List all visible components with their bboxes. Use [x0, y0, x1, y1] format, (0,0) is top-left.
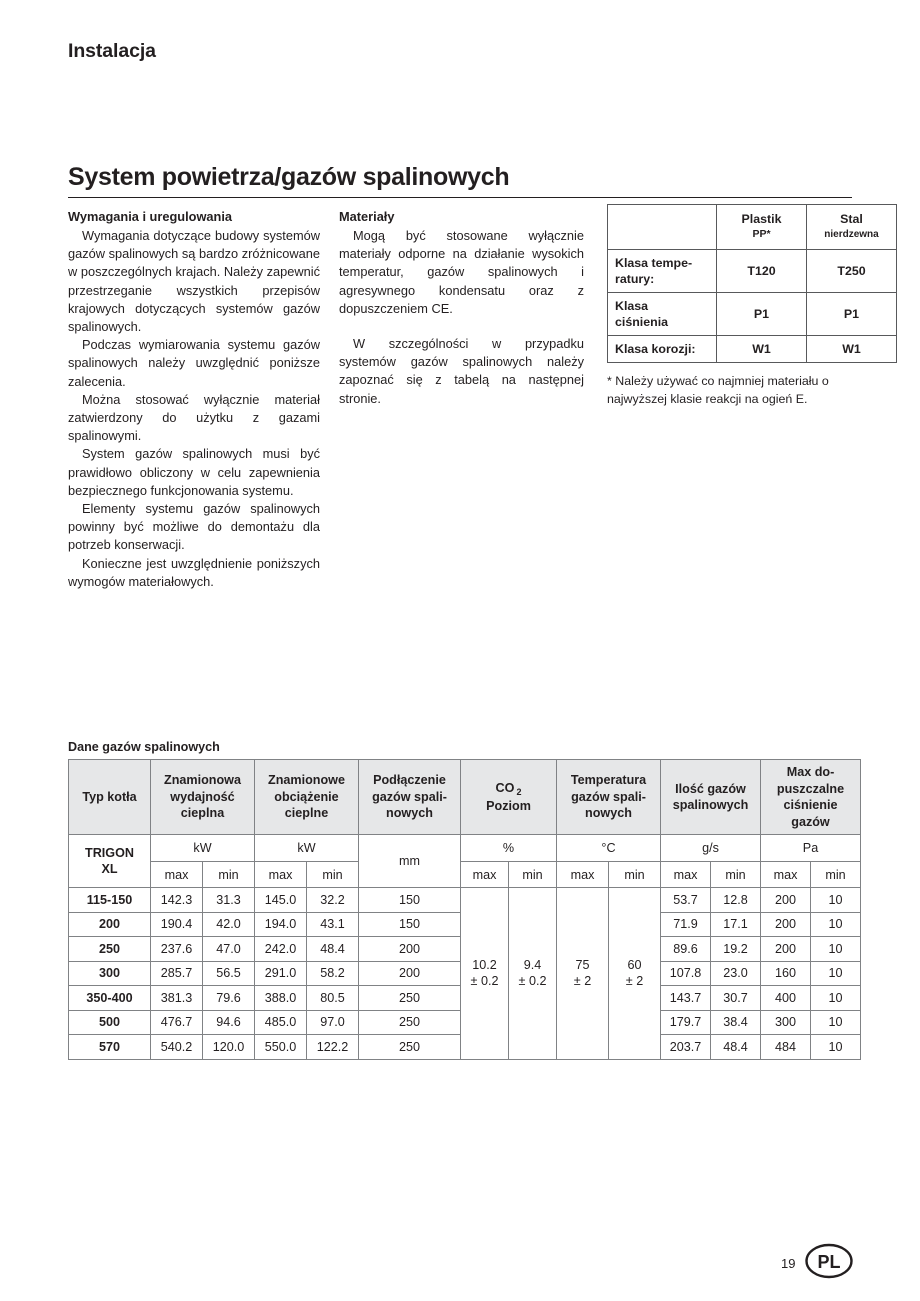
paragraph: Konieczne jest uwzględnienie poniższych wymogów materiałowych. — [68, 555, 320, 589]
minmax-co2-min: min — [509, 862, 557, 888]
cell-pressure-max: 200 — [761, 888, 811, 913]
minmax-output-min: min — [203, 862, 255, 888]
cell-load-max: 388.0 — [255, 986, 307, 1011]
svg-text:PL: PL — [817, 1252, 841, 1272]
cell-output-max: 476.7 — [151, 1010, 203, 1035]
table-header-row — [69, 760, 861, 835]
cell-temp-max — [557, 888, 609, 1060]
cell-flow-min: 19.2 — [711, 937, 761, 962]
label-line-1: Klasa — [615, 299, 649, 313]
cell-load-min: 122.2 — [307, 1035, 359, 1060]
material-table-footnote: * Należy używać co najmniej materiału o najwyższej klasie reakcji na ogień E. — [607, 374, 829, 406]
cell-connection: 250 — [359, 1035, 461, 1060]
cell-boiler-type: 200 — [69, 912, 151, 937]
cell-pressure-min: 10 — [811, 912, 861, 937]
cell-load-max: 550.0 — [255, 1035, 307, 1060]
cell-plastic-temperature: T120 — [717, 250, 807, 293]
cell-load-min: 48.4 — [307, 937, 359, 962]
cell-plastic-pressure: P1 — [717, 293, 807, 336]
paragraph: Wymagania dotyczące budowy systemów gazów spalinowych są bardzo zróżnicowane w poszczególnych krajach. Należy zapewnić przestrzeganie wszystkich przepisów krajowych dotyczących systemów gazów spalinowych. — [68, 228, 320, 335]
table-row — [608, 205, 897, 250]
running-head: Instalacja — [68, 40, 156, 62]
page-number: 19 — [781, 1256, 796, 1271]
cell-pressure-max: 200 — [761, 912, 811, 937]
header-co2-subscript: 2 — [516, 787, 522, 797]
cell-pressure-max: 400 — [761, 986, 811, 1011]
cell-flow-max: 53.7 — [661, 888, 711, 913]
header-co2-text: CO — [495, 781, 515, 795]
minmax-output-max: max — [151, 862, 203, 888]
data-table-caption: Dane gazów spalinowych — [68, 740, 220, 754]
material-header-plastic — [717, 205, 807, 250]
cell-load-max: 485.0 — [255, 1010, 307, 1035]
cell-pressure-max: 160 — [761, 961, 811, 986]
cell-pressure-max: 300 — [761, 1010, 811, 1035]
left-text-column — [68, 208, 320, 591]
paragraph: Podczas wymiarowania systemu gazów spalinowych należy uwzględnić poniższe zalecenia. — [68, 337, 320, 389]
cell-output-max: 190.4 — [151, 912, 203, 937]
cell-connection: 200 — [359, 961, 461, 986]
cell-flow-min: 38.4 — [711, 1010, 761, 1035]
title-divider — [68, 197, 852, 198]
cell-connection: 150 — [359, 912, 461, 937]
cell-flow-min: 23.0 — [711, 961, 761, 986]
country-code-badge — [805, 1243, 853, 1279]
paragraph: System gazów spalinowych musi być prawidłowo obliczony w celu zapewnienia bezpiecznego funkcjonowania systemu. — [68, 446, 320, 498]
cell-output-max: 285.7 — [151, 961, 203, 986]
cell-flow-min: 17.1 — [711, 912, 761, 937]
unit-pressure: Pa — [761, 835, 861, 862]
cell-pressure-max: 484 — [761, 1035, 811, 1060]
co2-max-value: 10.2 — [472, 958, 497, 973]
cell-connection: 250 — [359, 1010, 461, 1035]
cell-load-max: 194.0 — [255, 912, 307, 937]
material-header-steel — [807, 205, 897, 250]
label-line-2: ciśnienia — [615, 315, 669, 329]
cell-connection: 150 — [359, 888, 461, 913]
cell-steel-corrosion: W1 — [807, 336, 897, 363]
middle-text-column — [339, 208, 584, 408]
cell-output-min: 120.0 — [203, 1035, 255, 1060]
cell-pressure-max: 200 — [761, 937, 811, 962]
minmax-load-max: max — [255, 862, 307, 888]
cell-steel-temperature: T250 — [807, 250, 897, 293]
cell-load-max: 291.0 — [255, 961, 307, 986]
temp-max-value: 75 — [575, 958, 590, 973]
minmax-co2-max: max — [461, 862, 509, 888]
unit-co2: % — [461, 835, 557, 862]
material-header-plastic-sub: PP* — [752, 228, 771, 240]
header-co2-line2: Poziom — [486, 798, 531, 813]
paragraph: Można stosować wyłącznie materiał zatwierdzony do użytku z gazami spalinowymi. — [68, 391, 320, 444]
cell-load-min: 32.2 — [307, 888, 359, 913]
cell-output-min: 31.3 — [203, 888, 255, 913]
row-label-pressure-class — [608, 293, 717, 336]
cell-flow-max: 179.7 — [661, 1010, 711, 1035]
label-line-2: ratury: — [615, 272, 655, 286]
header-co2-level — [461, 760, 557, 835]
row-label-corrosion-class: Klasa korozji: — [608, 336, 717, 363]
header-flue-mass-flow: Ilość gazów spalinowych — [661, 760, 761, 835]
cell-pressure-min: 10 — [811, 888, 861, 913]
cell-flow-min: 48.4 — [711, 1035, 761, 1060]
cell-pressure-min: 10 — [811, 937, 861, 962]
cell-output-min: 56.5 — [203, 961, 255, 986]
header-flue-connection: Podłączenie gazów spali-nowych — [359, 760, 461, 835]
material-header-steel-sub: nierdzewna — [824, 229, 879, 240]
cell-output-max: 381.3 — [151, 986, 203, 1011]
unit-heat-load: kW — [255, 835, 359, 862]
cell-flow-min: 30.7 — [711, 986, 761, 1011]
paragraph: Mogą być stosowane wyłącznie materiały odporne na działanie wysokich temperatur, gazów spalinowych i agresywnego kondensatu oraz z dopuszczeniem CE. — [339, 228, 584, 316]
cell-flow-max: 107.8 — [661, 961, 711, 986]
cell-steel-pressure: P1 — [807, 293, 897, 336]
temp-max-tolerance: ± 2 — [573, 974, 592, 989]
middle-column-heading: Materiały — [339, 209, 395, 224]
cell-load-min: 80.5 — [307, 986, 359, 1011]
cell-connection: 250 — [359, 986, 461, 1011]
temp-min-value: 60 — [627, 958, 642, 973]
temp-min-tolerance: ± 2 — [625, 974, 644, 989]
label-line-1: Klasa tempe- — [615, 256, 693, 270]
minmax-load-min: min — [307, 862, 359, 888]
unit-mass-flow: g/s — [661, 835, 761, 862]
cell-pressure-min: 10 — [811, 961, 861, 986]
cell-output-max: 237.6 — [151, 937, 203, 962]
cell-boiler-type: 300 — [69, 961, 151, 986]
cell-co2-min — [509, 888, 557, 1060]
row-label-temperature-class — [608, 250, 717, 293]
cell-temp-min — [609, 888, 661, 1060]
co2-min-value: 9.4 — [523, 958, 542, 973]
minmax-pa-max: max — [761, 862, 811, 888]
left-column-heading: Wymagania i uregulowania — [68, 209, 233, 224]
co2-max-tolerance: ± 0.2 — [470, 974, 499, 989]
cell-pressure-min: 10 — [811, 986, 861, 1011]
cell-load-max: 242.0 — [255, 937, 307, 962]
cell-boiler-type: 250 — [69, 937, 151, 962]
cell-output-min: 79.6 — [203, 986, 255, 1011]
material-class-table — [607, 204, 897, 363]
cell-flow-max: 89.6 — [661, 937, 711, 962]
cell-output-max: 142.3 — [151, 888, 203, 913]
minmax-flow-min: min — [711, 862, 761, 888]
cell-connection: 200 — [359, 937, 461, 962]
header-boiler-type: Typ kotła — [69, 760, 151, 835]
cell-load-min: 43.1 — [307, 912, 359, 937]
unit-heat-output: kW — [151, 835, 255, 862]
cell-output-min: 94.6 — [203, 1010, 255, 1035]
cell-flow-max: 71.9 — [661, 912, 711, 937]
cell-pressure-min: 10 — [811, 1035, 861, 1060]
cell-output-max: 540.2 — [151, 1035, 203, 1060]
unit-connection: mm — [359, 835, 461, 888]
minmax-flow-max: max — [661, 862, 711, 888]
header-nominal-heat-load: Znamionowe obciążenie cieplne — [255, 760, 359, 835]
header-max-pressure: Max do-puszczalne ciśnienie gazów — [761, 760, 861, 835]
unit-temperature: °C — [557, 835, 661, 862]
cell-load-min: 58.2 — [307, 961, 359, 986]
table-row — [608, 250, 897, 293]
cell-flow-min: 12.8 — [711, 888, 761, 913]
cell-boiler-type: 350-400 — [69, 986, 151, 1011]
minmax-pa-min: min — [811, 862, 861, 888]
series-line-1: TRIGON — [85, 846, 134, 860]
minmax-temp-max: max — [557, 862, 609, 888]
header-nominal-heat-output: Znamionowa wydajność cieplna — [151, 760, 255, 835]
cell-boiler-type: 570 — [69, 1035, 151, 1060]
cell-output-min: 42.0 — [203, 912, 255, 937]
series-line-2: XL — [101, 862, 118, 876]
cell-pressure-min: 10 — [811, 1010, 861, 1035]
table-minmax-row — [69, 862, 861, 888]
empty-corner-cell — [608, 205, 717, 250]
cell-boiler-type: 115-150 — [69, 888, 151, 913]
cell-flow-max: 143.7 — [661, 986, 711, 1011]
material-header-steel-main: Stal — [840, 212, 863, 226]
table-row — [608, 293, 897, 336]
minmax-temp-min: min — [609, 862, 661, 888]
table-row — [69, 888, 861, 913]
paragraph: Elementy systemu gazów spalinowych powinny być możliwe do demontażu dla potrzeb konserwacji. — [68, 501, 320, 553]
co2-min-tolerance: ± 0.2 — [518, 974, 547, 989]
flue-gas-data-table — [68, 759, 861, 1060]
page-title: System powietrza/gazów spalinowych — [68, 163, 510, 191]
unit-boiler-series — [69, 835, 151, 888]
cell-plastic-corrosion: W1 — [717, 336, 807, 363]
cell-flow-max: 203.7 — [661, 1035, 711, 1060]
material-header-plastic-main: Plastik — [741, 212, 782, 226]
table-row — [608, 336, 897, 363]
cell-load-min: 97.0 — [307, 1010, 359, 1035]
header-flue-temperature: Temperatura gazów spali-nowych — [557, 760, 661, 835]
cell-co2-max — [461, 888, 509, 1060]
cell-output-min: 47.0 — [203, 937, 255, 962]
cell-load-max: 145.0 — [255, 888, 307, 913]
paragraph: W szczególności w przypadku systemów gazów spalinowych należy zapoznać się z tabelą na następnej stronie. — [339, 336, 584, 406]
table-units-row — [69, 835, 861, 862]
cell-boiler-type: 500 — [69, 1010, 151, 1035]
